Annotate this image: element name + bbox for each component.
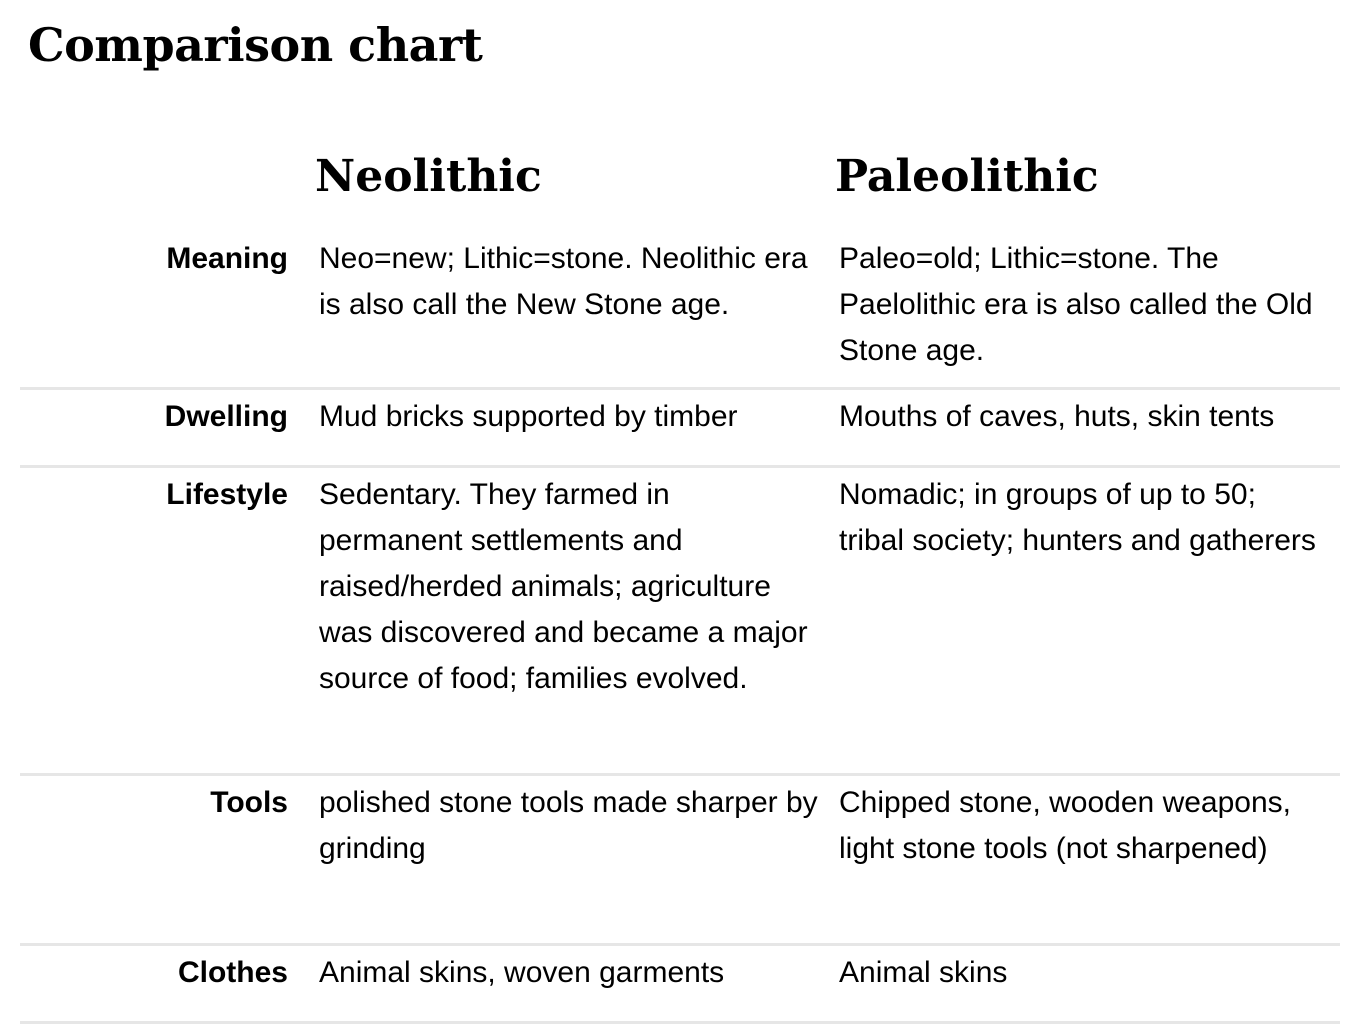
row-label: Meaning <box>166 242 288 275</box>
column-header-neolithic: Neolithic <box>315 151 542 202</box>
paleolithic-cell: Nomadic; in groups of up to 50; tribal society; hunters and gatherers <box>839 478 1316 557</box>
neolithic-cell: polished stone tools made sharper by grinding <box>319 786 818 865</box>
comparison-table <box>20 236 1340 1024</box>
row-label: Tools <box>210 786 288 819</box>
paleolithic-cell: Paleo=old; Lithic=stone. The Paelolithic era is also called the Old Stone age. <box>839 242 1313 367</box>
column-header-paleolithic: Paleolithic <box>835 151 1099 202</box>
neolithic-cell: Mud bricks supported by timber <box>319 400 738 433</box>
table-row-dwelling <box>20 390 1340 468</box>
page-title: Comparison chart <box>28 18 483 72</box>
row-label: Dwelling <box>164 400 288 433</box>
table-row-clothes <box>20 946 1340 1024</box>
table-row-meaning <box>20 236 1340 390</box>
neolithic-cell: Sedentary. They farmed in permanent settlements and raised/herded animals; agriculture was discovered and became a major source of food; families evolved. <box>319 478 808 695</box>
paleolithic-cell: Animal skins <box>839 956 1008 989</box>
row-label: Lifestyle <box>166 478 288 511</box>
neolithic-cell: Neo=new; Lithic=stone. Neolithic era is also call the New Stone age. <box>319 242 808 321</box>
neolithic-cell: Animal skins, woven garments <box>319 956 725 989</box>
paleolithic-cell: Chipped stone, wooden weapons, light stone tools (not sharpened) <box>839 786 1291 865</box>
paleolithic-cell: Mouths of caves, huts, skin tents <box>839 400 1275 433</box>
row-label: Clothes <box>177 956 288 989</box>
table-row-lifestyle <box>20 468 1340 776</box>
table-row-tools <box>20 776 1340 946</box>
